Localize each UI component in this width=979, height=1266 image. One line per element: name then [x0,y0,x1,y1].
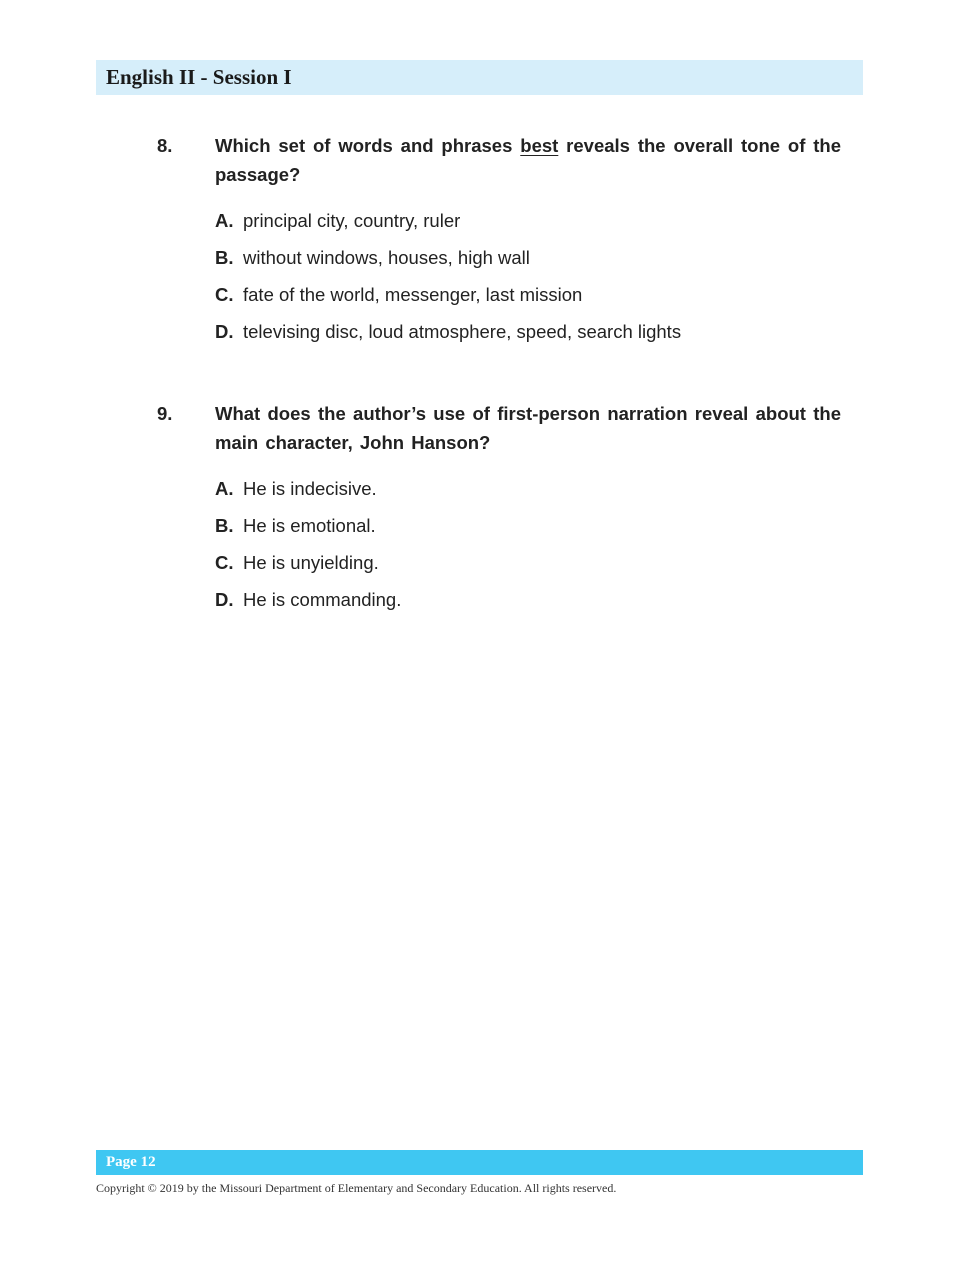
option-letter: D. [215,589,234,610]
answer-options [215,202,841,350]
option-text: principal city, country, ruler [243,210,461,231]
answer-option-d[interactable] [215,313,841,350]
question-stem: What does the author’s use of first-person narration reveal about the main character, John Hanson? [215,403,841,453]
answer-option-d[interactable] [215,581,841,618]
session-header-bar [96,60,863,95]
stem-text: Which set of words and phrases [215,135,521,156]
page-number: Page 12 [106,1154,156,1170]
option-text: fate of the world, messenger, last mission [243,284,583,305]
option-letter: C. [215,284,234,305]
option-text: He is emotional. [243,515,376,536]
answer-option-a[interactable] [215,470,841,507]
copyright-notice: Copyright © 2019 by the Missouri Department of Elementary and Secondary Education. All rights reserved. [96,1181,617,1195]
answer-option-b[interactable] [215,507,841,544]
answer-option-b[interactable] [215,239,841,276]
question-stem [215,131,841,189]
option-letter: D. [215,321,234,342]
answer-options [215,470,841,618]
question-number: 9. [157,403,173,424]
option-text: without windows, houses, high wall [243,247,530,268]
answer-option-a[interactable] [215,202,841,239]
answer-option-c[interactable] [215,544,841,581]
session-title: English II - Session I [106,65,292,89]
option-text: He is commanding. [243,589,402,610]
question-8 [157,131,841,350]
option-letter: A. [215,210,234,231]
option-text: He is indecisive. [243,478,377,499]
stem-emphasis: best [520,135,559,156]
stem-text: reveals the overall tone of the passage? [215,135,841,185]
option-letter: C. [215,552,234,573]
option-letter: B. [215,515,234,536]
option-text: televising disc, loud atmosphere, speed, search lights [243,321,682,342]
question-9 [157,399,841,618]
answer-option-c[interactable] [215,276,841,313]
option-text: He is unyielding. [243,552,379,573]
page-footer-bar [96,1150,863,1175]
option-letter: B. [215,247,234,268]
question-number: 8. [157,135,173,156]
option-letter: A. [215,478,234,499]
